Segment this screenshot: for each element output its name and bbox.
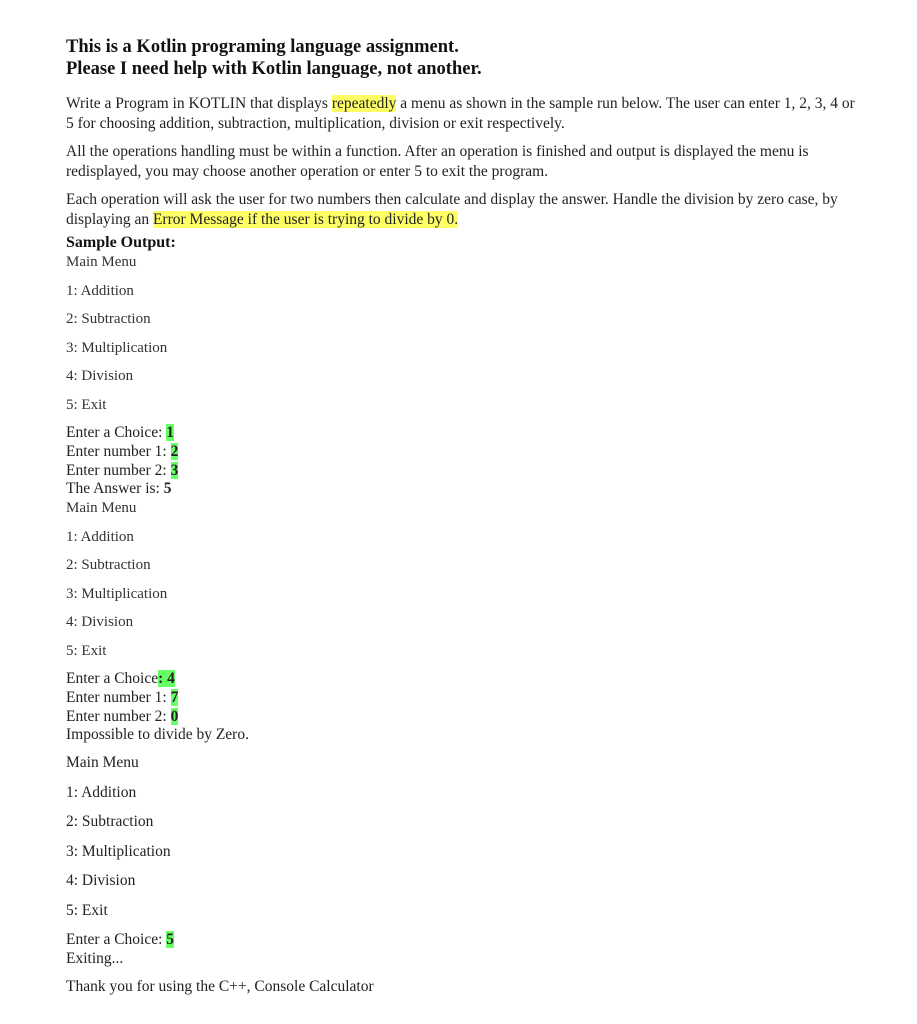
menu-item-addition: 1: Addition: [66, 783, 137, 801]
run2-number2-label: Enter number 2:: [66, 707, 171, 725]
run1-number2-value: 3: [170, 461, 179, 479]
instruction-paragraph-3: [66, 190, 866, 230]
menu-item-division: 4: Division: [66, 614, 134, 630]
run1-answer: [66, 480, 866, 499]
p3-text-before: Each operation will ask the user for two numbers then calculate and display the answer. Handle the division by zero case, by displaying an: [66, 191, 838, 228]
menu-title: Main Menu: [66, 500, 137, 516]
run3-choice: [66, 931, 866, 950]
run-1-io: [66, 424, 866, 499]
run2-choice: [66, 670, 866, 689]
run-3-io: [66, 931, 866, 997]
menu-item-addition: 1: Addition: [66, 282, 134, 299]
run2-choice-value: : 4: [158, 670, 175, 687]
p1-text-before: Write a Program in KOTLIN that displays: [66, 95, 332, 112]
run2-number1: [66, 689, 866, 708]
menu-item-exit: 5: Exit: [66, 642, 107, 659]
run2-number1-value: 7: [170, 688, 179, 706]
menu-item-division: 4: Division: [66, 872, 136, 890]
menu-item-multiplication: 3: Multiplication: [66, 842, 171, 860]
menu-block-3: [66, 754, 866, 931]
assignment-title: [66, 36, 866, 80]
menu-item-subtraction: 2: Subtraction: [66, 813, 154, 831]
menu-item-exit: 5: Exit: [66, 901, 108, 919]
run3-choice-label: Enter a Choice:: [66, 931, 167, 949]
menu-item-addition: 1: Addition: [66, 528, 134, 545]
closing-message: Thank you for using the C++, Console Calculator: [66, 978, 374, 995]
run2-error-message: Impossible to divide by Zero.: [66, 726, 249, 744]
menu-item-subtraction: 2: Subtraction: [66, 311, 151, 327]
menu-title: Main Menu: [66, 254, 137, 270]
title-line-2: Please I need help with Kotlin language, not another.: [66, 59, 482, 79]
run1-number2-label: Enter number 2:: [66, 461, 171, 479]
menu-block-1: [66, 253, 866, 424]
instruction-paragraph-1: [66, 94, 866, 134]
menu-item-multiplication: 3: Multiplication: [66, 585, 168, 602]
run1-answer-label: The Answer is:: [66, 480, 164, 498]
run2-number2: [66, 708, 866, 727]
run1-choice-label: Enter a Choice:: [66, 424, 167, 441]
menu-item-multiplication: 3: Multiplication: [66, 339, 168, 356]
run1-number2: [66, 462, 866, 481]
menu-block-2: [66, 499, 866, 670]
run2-number1-label: Enter number 1:: [66, 688, 171, 706]
run-2-io: [66, 670, 866, 754]
run1-choice: [66, 424, 866, 443]
run1-answer-value: 5: [163, 480, 172, 498]
p1-highlight: repeatedly: [331, 95, 397, 112]
sample-output-heading: Sample Output:: [66, 234, 176, 251]
run1-number1: [66, 443, 866, 462]
menu-item-subtraction: 2: Subtraction: [66, 557, 151, 573]
instruction-paragraph-2: All the operations handling must be within a function. After an operation is finished and output is displayed the menu is redisplayed, you may choose another operation or enter 5 to exit the program.: [66, 143, 809, 180]
run1-number1-label: Enter number 1:: [66, 442, 171, 460]
menu-item-division: 4: Division: [66, 368, 134, 384]
p3-highlight: Error Message if the user is trying to divide by 0.: [152, 211, 459, 228]
run3-exit-message: Exiting...: [66, 950, 124, 967]
title-line-1: This is a Kotlin programing language assignment.: [66, 37, 459, 57]
run1-choice-value: 1: [166, 424, 175, 441]
p1-text-after: a menu as shown in the sample run below. The user can enter 1, 2, 3, 4 or 5 for choosing addition, subtraction, multiplication, division or exit respectively.: [66, 95, 855, 132]
assignment-document: [66, 36, 866, 997]
run2-number2-value: 0: [170, 707, 179, 725]
run3-choice-value: 5: [166, 931, 175, 949]
menu-item-exit: 5: Exit: [66, 396, 107, 413]
run2-choice-label: Enter a Choice: [66, 670, 159, 687]
run1-number1-value: 2: [170, 442, 179, 460]
menu-title: Main Menu: [66, 754, 139, 772]
